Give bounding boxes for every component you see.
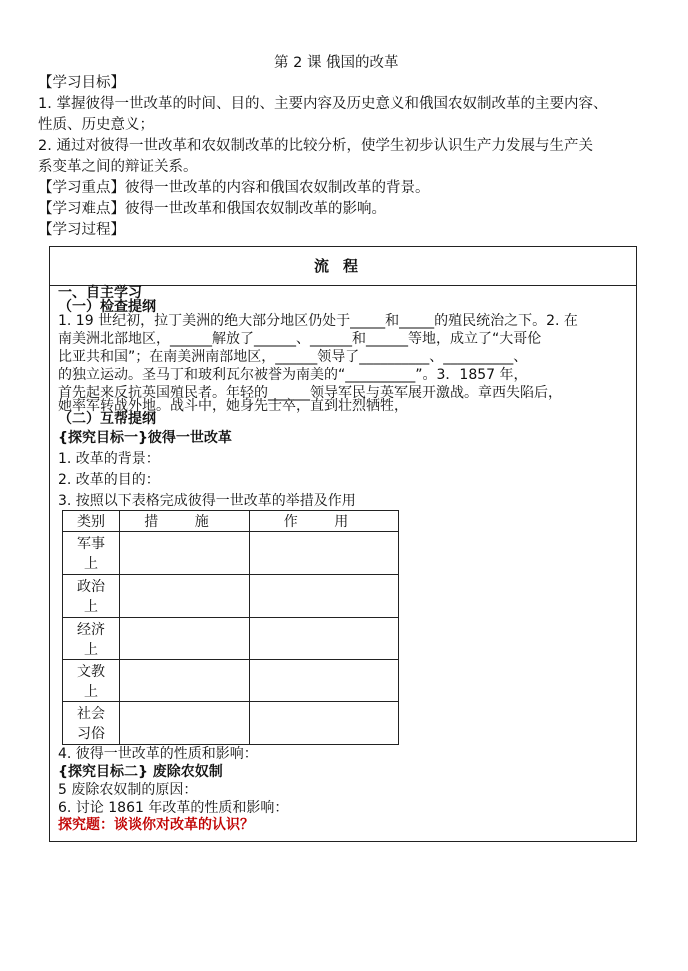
mutual-outline-heading: （二）互帮提纲 bbox=[58, 411, 156, 427]
goal-1-line-a: 1. 掌握彼得一世改革的时间、目的、主要内容及历史意义和俄国农奴制改革的主要内容、 bbox=[38, 96, 608, 112]
question-5: 5 废除农奴制的原因： bbox=[58, 782, 198, 798]
explore-question: 探究题：谈谈你对改革的认识？ bbox=[58, 817, 254, 833]
table-row-category: 政治 上 bbox=[63, 575, 120, 618]
process-heading: 【学习过程】 bbox=[38, 222, 125, 238]
table-cell-effects[interactable] bbox=[250, 532, 399, 575]
table-cell-measures[interactable] bbox=[120, 618, 250, 660]
table-row-category: 军事 上 bbox=[63, 532, 120, 575]
table-cell-effects[interactable] bbox=[250, 618, 399, 660]
reform-table bbox=[62, 510, 399, 745]
table-cell-effects[interactable] bbox=[250, 575, 399, 618]
check-outline-heading: （一）检查提纲 bbox=[58, 299, 156, 315]
goal-two-heading: {探究目标二} 废除农奴制 bbox=[58, 764, 223, 780]
goal-2-line-a: 2. 通过对彼得一世改革和农奴制改革的比较分析，使学生初步认识生产力发展与生产关 bbox=[38, 138, 593, 154]
para-line-4: 的独立运动。圣马丁和玻利瓦尔被誉为南美的“__________”。3．1857 年， bbox=[58, 367, 528, 383]
goal-one-heading: {探究目标一}彼得一世改革 bbox=[58, 430, 232, 446]
table-row-category: 经济 上 bbox=[63, 618, 120, 660]
difficulty-point: 【学习难点】彼得一世改革和俄国农奴制改革的影响。 bbox=[38, 201, 386, 217]
question-1: 1. 改革的背景： bbox=[58, 451, 160, 467]
para-line-1: 1. 19 世纪初，拉丁美洲的绝大部分地区仍处于_____和_____的殖民统治之下。2. 在 bbox=[58, 313, 578, 329]
para-line-2: 南美洲北部地区，______解放了______、______和______等地，成立了“大哥伦 bbox=[58, 331, 542, 347]
question-3: 3. 按照以下表格完成彼得一世改革的举措及作用 bbox=[58, 493, 356, 509]
key-point: 【学习重点】彼得一世改革的内容和俄国农奴制改革的背景。 bbox=[38, 180, 430, 196]
table-cell-effects[interactable] bbox=[250, 702, 399, 745]
table-header-category: 类别 bbox=[63, 511, 120, 532]
table-cell-measures[interactable] bbox=[120, 660, 250, 702]
table-header-effects: 作 用 bbox=[250, 511, 399, 532]
self-study-heading: 一、自主学习 bbox=[58, 285, 142, 301]
table-row-category: 社会 习俗 bbox=[63, 702, 120, 745]
question-4: 4. 彼得一世改革的性质和影响： bbox=[58, 746, 258, 762]
goal-2-line-b: 系变革之间的辩证关系。 bbox=[38, 159, 198, 175]
table-cell-measures[interactable] bbox=[120, 702, 250, 745]
question-2: 2. 改革的目的： bbox=[58, 472, 160, 488]
goal-1-line-b: 性质、历史意义； bbox=[38, 117, 154, 133]
table-cell-effects[interactable] bbox=[250, 660, 399, 702]
table-cell-measures[interactable] bbox=[120, 532, 250, 575]
table-cell-measures[interactable] bbox=[120, 575, 250, 618]
table-header-measures: 措 施 bbox=[120, 511, 250, 532]
para-line-5: 首先起来反抗英国殖民者。年轻的______领导军民与英军展开激战。章西失陷后， bbox=[58, 385, 562, 401]
para-line-6: 她率军转战外地。战斗中，她身先士卒，直到壮烈牺牲， bbox=[58, 398, 408, 414]
table-row-category: 文教 上 bbox=[63, 660, 120, 702]
flow-header: 流程 bbox=[50, 247, 636, 286]
goals-heading: 【学习目标】 bbox=[38, 75, 125, 91]
question-6: 6. 讨论 1861 年改革的性质和影响： bbox=[58, 800, 289, 816]
para-line-3: 比亚共和国”；在南美洲南部地区，______领导了__________、__________、 bbox=[58, 349, 528, 365]
page-title: 第 2 课 俄国的改革 bbox=[274, 55, 399, 71]
